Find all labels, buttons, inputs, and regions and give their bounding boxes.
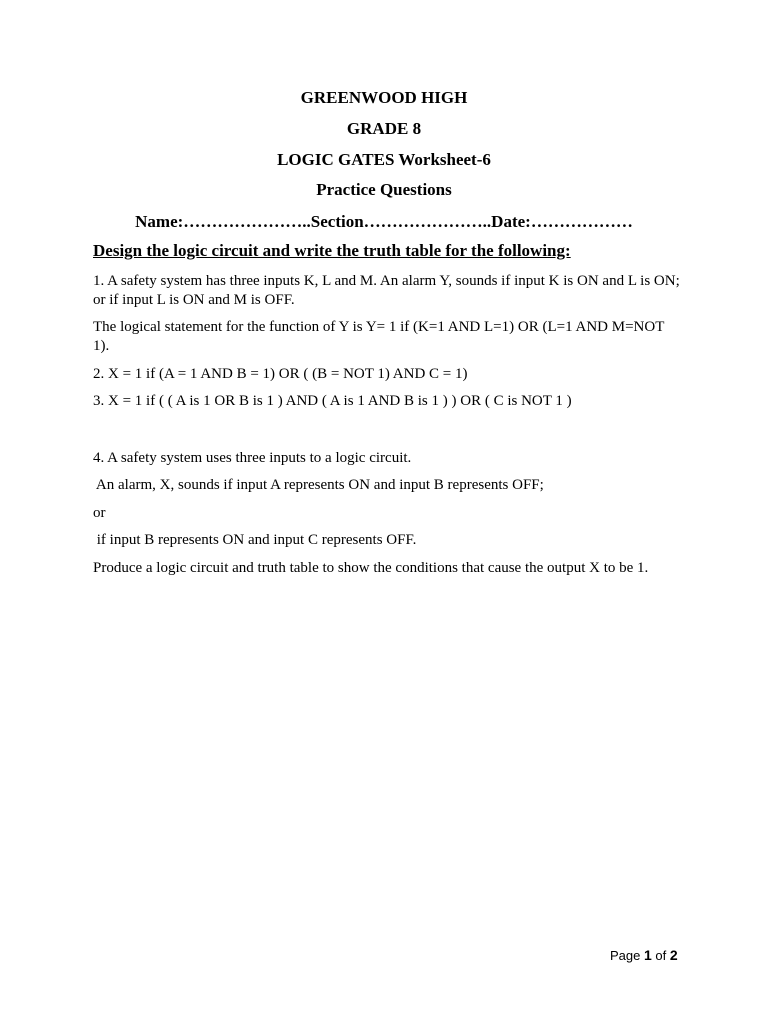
student-info-line: Name:…………………..Section…………………..Date:……………… [135,212,633,231]
school-name: GREENWOOD HIGH [300,88,468,107]
total-pages-number: 2 [669,947,678,963]
question-3: 3. X = 1 if ( ( A is 1 OR B is 1 ) AND ( A is 1 AND B is 1 ) ) OR ( C is NOT 1 ) [93,393,572,409]
page-number-footer [610,946,678,965]
question-4-condition-2: if input B represents ON and input C represents OFF. [93,532,417,548]
question-4-condition-1: An alarm, X, sounds if input A represents ON and input B represents OFF; [93,477,544,493]
question-1-statement: The logical statement for the function of Y is Y= 1 if (K=1 AND L=1) OR (L=1 AND M=NOT 1). [93,319,665,354]
instruction-heading: Design the logic circuit and write the truth table for the following: [93,241,571,260]
question-2: 2. X = 1 if (A = 1 AND B = 1) OR ( (B = NOT 1) AND C = 1) [93,366,468,382]
page-word: Page [610,948,641,963]
question-1: 1. A safety system has three inputs K, L and M. An alarm Y, sounds if input K is ON and L is ON; or if input L is ON and M is OFF. [93,273,680,308]
question-4-or: or [93,505,106,521]
of-word: of [655,948,667,963]
question-4-intro: 4. A safety system uses three inputs to a logic circuit. [93,450,412,466]
current-page-number: 1 [644,947,652,963]
grade-title: GRADE 8 [346,119,422,138]
worksheet-title: LOGIC GATES Worksheet-6 [277,150,491,169]
practice-subtitle: Practice Questions [316,180,452,199]
question-4-task: Produce a logic circuit and truth table to show the conditions that cause the output X to be 1. [93,560,649,576]
